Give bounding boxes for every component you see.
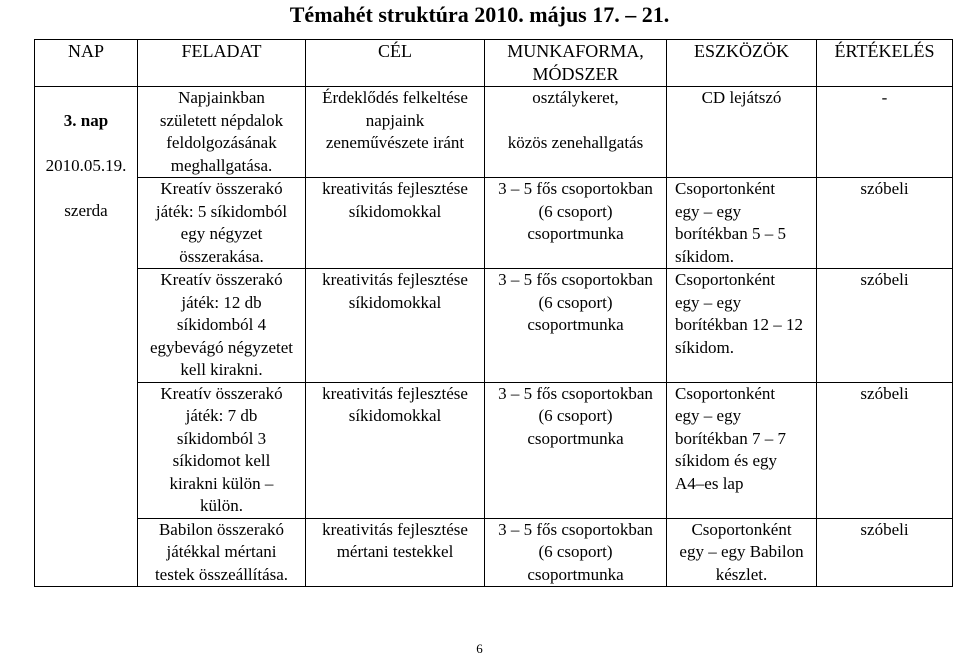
header-cell: ESZKÖZÖK xyxy=(667,40,817,87)
goal-cell: kreativitás fejlesztése síkidomokkal xyxy=(306,382,485,518)
schedule-table xyxy=(34,39,953,587)
table-row xyxy=(35,382,953,518)
page-title: Témahét struktúra 2010. május 17. – 21. xyxy=(289,2,670,27)
method-cell: 3 – 5 fős csoportokban (6 csoport) csoportmunka xyxy=(485,382,667,518)
method-cell: 3 – 5 fős csoportokban (6 csoport) csoportmunka xyxy=(485,269,667,383)
table-row xyxy=(35,178,953,269)
tools-cell: Csoportonként egy – egy borítékban 5 – 5 síkidom. xyxy=(667,178,817,269)
goal-cell: kreativitás fejlesztése síkidomokkal xyxy=(306,178,485,269)
task-cell: Kreatív összerakó játék: 12 db síkidomból 4 egybevágó négyzetet kell kirakni. xyxy=(138,269,306,383)
day-label: 3. nap xyxy=(63,110,109,130)
header-cell: CÉL xyxy=(306,40,485,87)
header-cell: MUNKAFORMA, MÓDSZER xyxy=(485,40,667,87)
header-cell: ÉRTÉKELÉS xyxy=(817,40,953,87)
header-row xyxy=(35,40,953,87)
table-row xyxy=(35,269,953,383)
tools-cell: Csoportonként egy – egy borítékban 7 – 7 síkidom és egy A4–es lap xyxy=(667,382,817,518)
evaluation-cell: szóbeli xyxy=(817,382,953,518)
day-weekday: szerda xyxy=(64,200,108,220)
page-number: 6 xyxy=(476,641,483,656)
tools-cell: Csoportonként egy – egy borítékban 12 – 12 síkidom. xyxy=(667,269,817,383)
goal-cell: kreativitás fejlesztése síkidomokkal xyxy=(306,269,485,383)
evaluation-cell: szóbeli xyxy=(817,178,953,269)
method-cell: 3 – 5 fős csoportokban (6 csoport) csoportmunka xyxy=(485,178,667,269)
day-cell xyxy=(35,87,138,587)
task-cell: Kreatív összerakó játék: 5 síkidomból egy négyzet összerakása. xyxy=(138,178,306,269)
task-cell: Babilon összerakó játékkal mértani testek összeállítása. xyxy=(138,518,306,587)
evaluation-cell: szóbeli xyxy=(817,269,953,383)
table-row xyxy=(35,87,953,178)
header-cell: NAP xyxy=(35,40,138,87)
task-cell: Napjainkban született népdalok feldolgozásának meghallgatása. xyxy=(138,87,306,178)
tools-cell: Csoportonként egy – egy Babilon készlet. xyxy=(667,518,817,587)
table-row xyxy=(35,518,953,587)
method-cell: osztálykeret, közös zenehallgatás xyxy=(485,87,667,178)
task-cell: Kreatív összerakó játék: 7 db síkidomból 3 síkidomot kell kirakni külön – külön. xyxy=(138,382,306,518)
header-cell: FELADAT xyxy=(138,40,306,87)
goal-cell: Érdeklődés felkeltése napjaink zeneművészete iránt xyxy=(306,87,485,178)
evaluation-cell: - xyxy=(817,87,953,178)
day-date: 2010.05.19. xyxy=(45,155,127,175)
method-cell: 3 – 5 fős csoportokban (6 csoport) csoportmunka xyxy=(485,518,667,587)
evaluation-cell: szóbeli xyxy=(817,518,953,587)
tools-cell: CD lejátszó xyxy=(667,87,817,178)
goal-cell: kreativitás fejlesztése mértani testekkel xyxy=(306,518,485,587)
